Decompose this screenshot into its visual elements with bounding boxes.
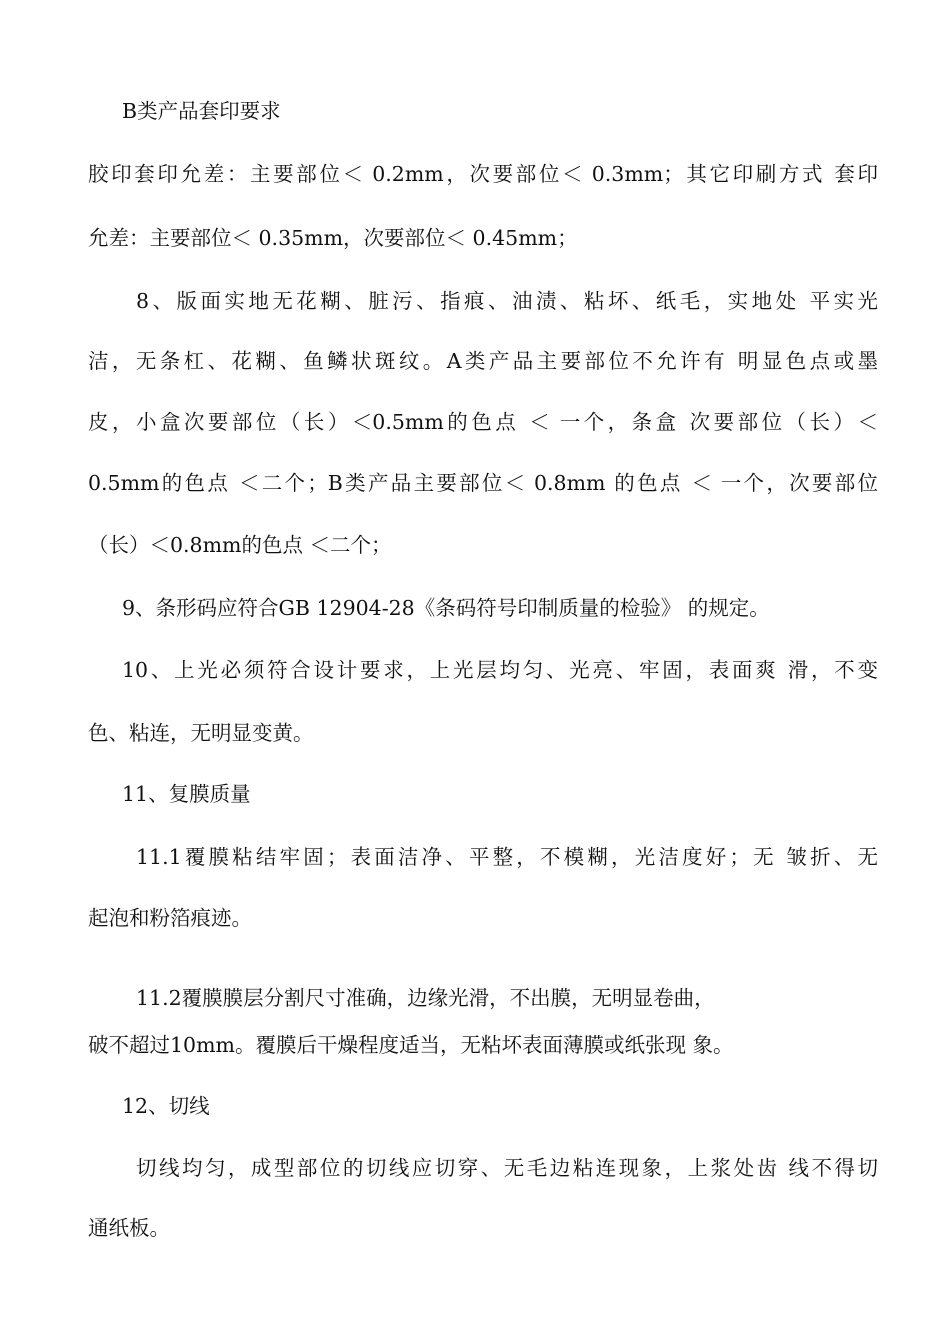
text-line-17: 切线均匀，成型部位的切线应切穿、无毛边粘连现象，上浆处齿 线不得切 (136, 1156, 878, 1180)
text-line-1: 胶印套印允差：主要部位＜ 0.2mm，次要部位＜ 0.3mm；其它印刷方式 套印 (88, 162, 878, 186)
text-line-15: 破不超过10mm。覆膜后干燥程度适当，无粘坏表面薄膜或纸张现 象。 (88, 1033, 734, 1057)
text-line-item-10: 10、上光必须符合设计要求，上光层均匀、光亮、牢固，表面爽 滑，不变 (122, 658, 878, 682)
text-line-heading-b-class: B类产品套印要求 (122, 99, 281, 123)
text-line-item-11: 11、复膜质量 (122, 782, 251, 806)
text-line-item-9: 9、条形码应符合GB 12904-28《条码符号印制质量的检验》 的规定。 (122, 596, 770, 620)
text-line-10: 色、粘连，无明显变黄。 (88, 721, 314, 745)
text-line-6: 0.5mm的色点 ＜二个；B类产品主要部位＜ 0.8mm 的色点 ＜ 一个，次要部位 (88, 471, 878, 495)
text-line-item-11-1: 11.1覆膜粘结牢固；表面洁净、平整，不模糊，光洁度好；无 皱折、无 (136, 845, 878, 869)
text-line-2: 允差：主要部位＜ 0.35mm，次要部位＜ 0.45mm； (88, 226, 578, 250)
text-line-item-11-2: 11.2覆膜膜层分割尺寸准确，边缘光滑，不出膜，无明显卷曲， (136, 986, 715, 1010)
text-line-5: 皮，小盒次要部位（长）＜0.5mm的色点 ＜ 一个，条盒 次要部位（长）＜ (88, 410, 878, 434)
text-line-item-12: 12、切线 (122, 1094, 210, 1118)
text-line-item-8: 8、版面实地无花糊、脏污、指痕、油渍、粘坏、纸毛，实地处 平实光 (136, 289, 878, 313)
text-line-7: （长）＜0.8mm的色点 ＜二个； (88, 533, 392, 557)
text-line-4: 洁，无条杠、花糊、鱼鳞状斑纹。A类产品主要部位不允许有 明显色点或墨 (88, 349, 878, 373)
text-line-13: 起泡和粉箔痕迹。 (88, 906, 252, 930)
text-line-18: 通纸板。 (88, 1216, 170, 1240)
